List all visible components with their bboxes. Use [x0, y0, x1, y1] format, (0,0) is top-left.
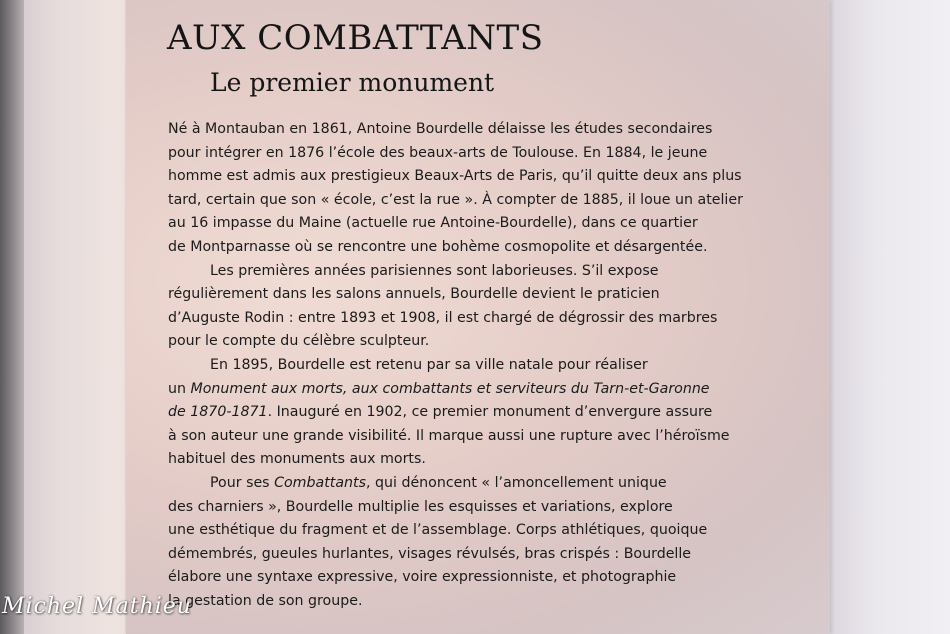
paragraph-3 — [168, 354, 808, 472]
text-line: la gestation de son groupe. — [168, 592, 363, 609]
text-fragment: . Inauguré en 1902, ce premier monument d’envergure assure — [267, 404, 713, 421]
text-line: des charniers », Bourdelle multiplie les esquisses et variations, explore — [168, 498, 673, 515]
panel-title: AUX COMBATTANTS — [167, 18, 544, 58]
text-fragment: , qui dénoncent « l’amoncellement unique — [365, 474, 667, 491]
text-fragment: un — [168, 380, 191, 397]
text-line: à son auteur une grande visibilité. Il marque aussi une rupture avec l’héroïsme — [168, 427, 730, 444]
paragraph-4 — [168, 472, 808, 614]
text-line: pour intégrer en 1876 l’école des beaux-arts de Toulouse. En 1884, le jeune — [168, 144, 708, 161]
text-line: Les premières années parisiennes sont laborieuses. S’il expose — [210, 262, 659, 279]
paragraph-2 — [168, 260, 808, 354]
paragraph-1 — [168, 118, 808, 260]
text-line: démembrés, gueules hurlantes, visages révulsés, bras crispés : Bourdelle — [168, 545, 692, 562]
text-line: tard, certain que son « école, c’est la rue ». À compter de 1885, il loue un atelier — [168, 191, 743, 208]
text-line — [168, 472, 808, 496]
panel-text — [168, 118, 808, 613]
text-line: habituel des monuments aux morts. — [168, 451, 426, 468]
panel-subtitle: Le premier monument — [210, 68, 495, 97]
text-line: de Montparnasse où se rencontre une bohème cosmopolite et désargentée. — [168, 238, 708, 255]
text-line: pour le compte du célèbre sculpteur. — [168, 333, 430, 350]
text-line: En 1895, Bourdelle est retenu par sa ville natale pour réaliser — [210, 356, 648, 373]
text-fragment: Pour ses — [210, 474, 275, 491]
artwork-title-italic: Combattants — [274, 474, 366, 491]
photographer-watermark: Michel Mathieu — [2, 594, 192, 619]
text-line: homme est admis aux prestigieux Beaux-Arts de Paris, qu’il quitte deux ans plus — [168, 168, 742, 185]
text-line: une esthétique du fragment et de l’assemblage. Corps athlétiques, quoique — [168, 522, 708, 539]
text-line — [168, 378, 808, 402]
text-line: élabore une syntaxe expressive, voire expressionniste, et photographie — [168, 569, 677, 586]
artwork-title-italic: de 1870-1871 — [168, 404, 268, 421]
wall-right — [830, 0, 950, 634]
wall-edge-left — [0, 0, 24, 634]
text-line: au 16 impasse du Maine (actuelle rue Antoine-Bourdelle), dans ce quartier — [168, 215, 698, 232]
text-line — [168, 401, 808, 425]
text-line: d’Auguste Rodin : entre 1893 et 1908, il est chargé de dégrossir des marbres — [168, 309, 718, 326]
text-line: Né à Montauban en 1861, Antoine Bourdelle délaisse les études secondaires — [168, 121, 713, 137]
text-line: régulièrement dans les salons annuels, Bourdelle devient le praticien — [168, 286, 660, 303]
artwork-title-italic: Monument aux morts, aux combattants et serviteurs du Tarn-et-Garonne — [190, 380, 710, 397]
